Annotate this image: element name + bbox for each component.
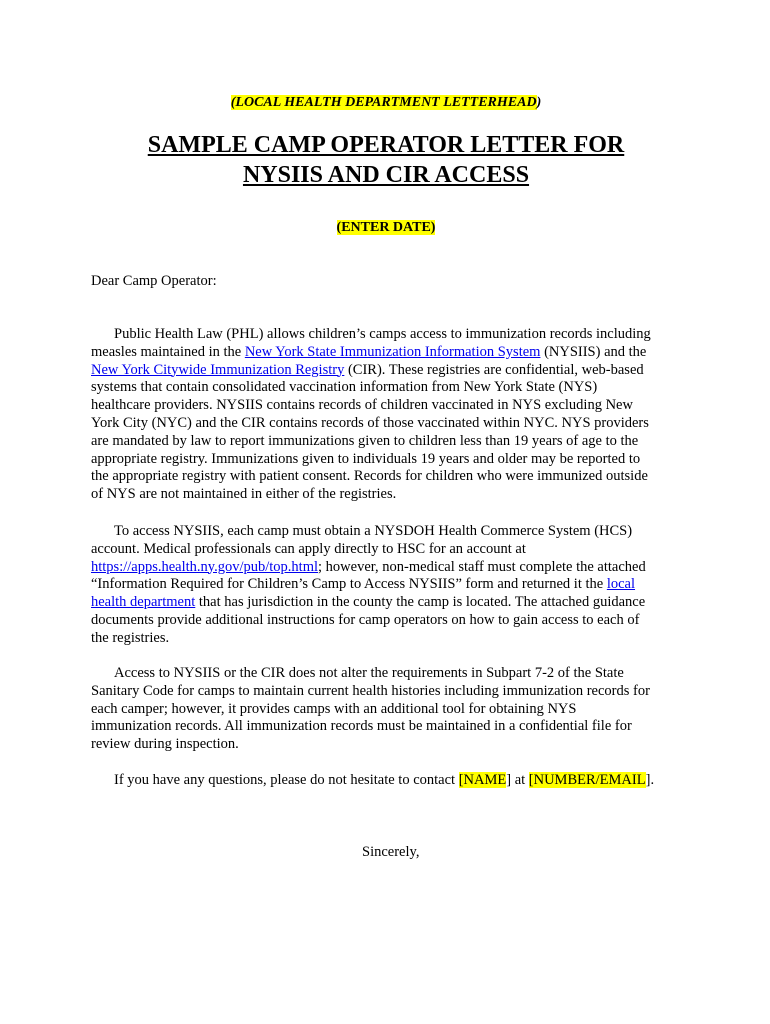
- letterhead-highlight: (LOCAL HEALTH DEPARTMENT LETTERHEAD: [230, 95, 537, 110]
- local-health-department-link-cont[interactable]: health department: [91, 594, 196, 611]
- text-line: [91, 576, 681, 594]
- text-line: To access NYSIIS, each camp must obtain a NYSDOH Health Commerce System (HCS): [114, 523, 633, 539]
- text-line: [91, 594, 681, 612]
- contact-placeholder: [NUMBER/EMAIL: [528, 772, 646, 788]
- local-health-department-link[interactable]: local: [606, 576, 636, 593]
- text-line: immunization records. All immunization records must be maintained in a confidential file for: [91, 718, 632, 735]
- text-line: appropriate registry. Immunizations given to individuals 19 years and older may be reported to: [91, 450, 641, 467]
- text-line: [91, 344, 681, 362]
- name-placeholder: [NAME: [458, 772, 507, 788]
- text-line: are mandated by law to report immunizations given to children less than 19 years of age to the: [91, 432, 639, 449]
- text-line: the registries.: [91, 629, 170, 646]
- text-line: Public Health Law (PHL) allows children’s camps access to immunization records including: [114, 326, 651, 342]
- text-line: [91, 559, 681, 577]
- text-span: ]: [645, 772, 651, 788]
- date-placeholder: [91, 219, 681, 236]
- text-span: If you have any questions, please do not hesitate to contact: [114, 772, 459, 788]
- paragraph-contact: [91, 772, 681, 790]
- text-span: (NYSIIS) and the: [540, 343, 647, 360]
- text-line: each camper; however, it provides camps with an additional tool for obtaining NYS: [91, 700, 577, 717]
- text-line: of NYS are not maintained in either of the registries.: [91, 486, 397, 503]
- text-line: review during inspection.: [91, 736, 239, 753]
- title-line-1: SAMPLE CAMP OPERATOR LETTER FOR: [147, 132, 625, 158]
- text-line: [91, 772, 681, 790]
- text-line: Access to NYSIIS or the CIR does not alter the requirements in Subpart 7-2 of the State: [114, 665, 624, 681]
- text-line: account. Medical professionals can apply directly to HSC for an account at: [91, 540, 526, 557]
- paragraph-phl-access: [91, 326, 681, 504]
- text-line: [91, 362, 681, 380]
- text-line: York City (NYC) and the CIR contains records of those vaccinated within NYC. NYS providers: [91, 414, 649, 431]
- date-highlight: (ENTER DATE): [336, 220, 436, 235]
- paragraph-sanitary-code: [91, 665, 681, 754]
- text-span: that has jurisdiction in the county the camp is located. The attached guidance: [195, 594, 646, 611]
- text-span: at: [511, 772, 529, 788]
- letterhead-close-paren: ): [536, 95, 542, 110]
- text-span: ]: [506, 772, 512, 788]
- text-line: documents provide additional instructions for camp operators on how to gain access to each of: [91, 611, 640, 628]
- nysiis-link[interactable]: New York State Immunization Information System: [244, 343, 541, 360]
- cir-link[interactable]: New York Citywide Immunization Registry: [91, 361, 345, 378]
- salutation: Dear Camp Operator:: [91, 273, 217, 289]
- text-span: (CIR). These registries are confidential, web-based: [344, 361, 644, 378]
- title-line-2: NYSIIS AND CIR ACCESS: [242, 162, 530, 188]
- paragraph-nysiis-access: [91, 523, 681, 648]
- text-span: “Information Required for Children’s Camp to Access NYSIIS” form and returned it the: [91, 576, 607, 593]
- text-line: healthcare providers. NYSIIS contains records of children vaccinated in NYS excluding New: [91, 397, 633, 414]
- closing-sincerely: Sincerely,: [362, 844, 420, 860]
- text-span: ; however, non-medical staff must complete the attached: [318, 558, 646, 575]
- hcs-url-link[interactable]: https://apps.health.ny.gov/pub/top.html: [91, 558, 319, 575]
- text-span: .: [650, 772, 655, 788]
- text-span: measles maintained in the: [91, 343, 245, 360]
- text-line: the appropriate registry with patient consent. Records for children who were immunized outside: [91, 468, 648, 485]
- text-line: systems that contain consolidated vaccination information from New York State (NYS): [91, 379, 598, 396]
- text-line: Sanitary Code for camps to maintain current health histories including immunization records for: [91, 682, 650, 699]
- letterhead-placeholder: [91, 94, 681, 111]
- letter-title: [91, 130, 681, 190]
